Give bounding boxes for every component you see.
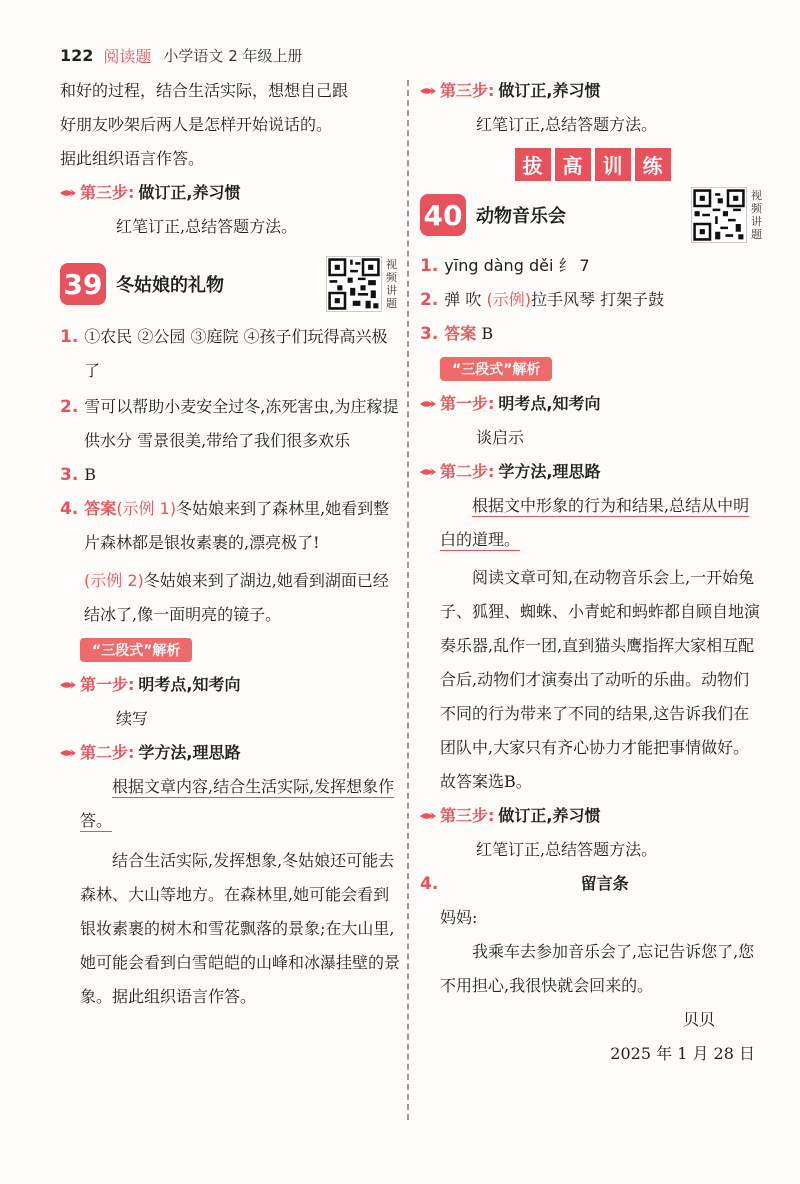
step-2-method: 根据文中形象的行为和结果,总结从中明白的道理。 <box>440 496 750 549</box>
analysis-badge: “三段式”解析 <box>80 638 192 662</box>
note-date: 2025 年 1 月 28 日 <box>610 1044 755 1063</box>
column-divider <box>407 80 409 1120</box>
section-40-header <box>420 189 765 241</box>
step-3-body: 红笔订正,总结答题方法。 <box>116 217 298 236</box>
note-signature: 贝贝 <box>682 1010 715 1029</box>
qr-label: 视频讲题 <box>386 258 397 310</box>
analysis-badge-wrap <box>420 351 765 387</box>
question-4: 4. 留言条 <box>420 867 765 901</box>
step-3-body: 红笔订正,总结答题方法。 <box>476 115 658 134</box>
arrow-icon <box>60 679 76 691</box>
analysis-badge-wrap <box>60 632 400 668</box>
right-column <box>420 74 765 1071</box>
qr-code-icon[interactable] <box>326 256 382 312</box>
question-1: 1. yīng dàng děi 纟 7 <box>420 256 590 276</box>
section-39-header <box>60 258 400 310</box>
arrow-icon <box>420 466 436 478</box>
step-3b-body: 红笔订正,总结答题方法。 <box>476 840 658 859</box>
question-3: 3. B <box>60 465 97 485</box>
note-body: 我乘车去参加音乐会了,忘记告诉您了,您不用担心,我很快就会回来的。 <box>440 942 755 995</box>
question-1: 1. ①农民 ②公园 ③庭院 ④孩子们玩得高兴极了 <box>60 327 388 380</box>
intro-line: 据此组织语言作答。 <box>60 149 205 168</box>
note-title: 留言条 <box>580 874 629 893</box>
step-2-heading: 第二步: 学方法,理思路 <box>420 455 765 489</box>
qr-block[interactable] <box>691 187 765 243</box>
question-2: 2. 雪可以帮助小麦安全过冬,冻死害虫,为庄稼提供水分 雪景很美,带给了我们很多欢乐 <box>60 397 399 450</box>
arrow-icon <box>420 398 436 410</box>
arrow-icon <box>60 747 76 759</box>
left-column <box>60 74 400 1014</box>
question-4-example-2: (示例 2)冬姑娘来到了湖边,她看到湖面已经结冰了,像一面明亮的镜子。 <box>84 571 389 624</box>
section-tag: 阅读题 <box>103 46 152 66</box>
arrow-icon <box>420 810 436 822</box>
qr-label: 视频讲题 <box>751 189 762 241</box>
step-2-heading: 第二步: 学方法,理思路 <box>60 736 400 770</box>
question-4: 4. 答案(示例 1)冬姑娘来到了森林里,她看到整片森林都是银妆素裹的,漂亮极了! <box>60 499 390 552</box>
step-2-analysis: 结合生活实际,发挥想象,冬姑娘还可能去森林、大山等地方。在森林里,她可能会看到银妆素裹的树木和雪花飘落的景象;在大山里,她可能会看到白雪皑皑的山峰和冰瀑挂壁的景象。据此组织语言作答。 <box>80 851 401 1006</box>
question-2: 2. 弹 吹 (示例)拉手风琴 打架子鼓 <box>420 290 665 310</box>
step-1-heading: 第一步: 明考点,知考向 <box>420 387 765 421</box>
section-title: 冬姑娘的礼物 <box>116 275 224 296</box>
intro-line: 和好的过程，结合生活实际，想想自己跟 <box>60 81 349 100</box>
qr-block[interactable] <box>326 256 400 312</box>
section-number: 40 <box>420 194 466 236</box>
qr-code-icon[interactable] <box>691 187 747 243</box>
analysis-badge: “三段式”解析 <box>440 357 552 381</box>
step-2-method: 根据文章内容,结合生活实际,发挥想象作答。 <box>80 777 395 830</box>
arrow-icon <box>420 85 436 97</box>
book-title: 小学语文 2 年级上册 <box>163 46 303 65</box>
intro-line: 好朋友吵架后两人是怎样开始说话的。 <box>60 115 333 134</box>
arrow-icon <box>60 187 76 199</box>
step-3b-heading: 第三步: 做订正,养习惯 <box>420 799 765 833</box>
page-header <box>60 40 303 70</box>
step-3-heading: 第三步: 做订正,养习惯 <box>420 74 765 108</box>
step-1-body: 续写 <box>116 709 149 728</box>
section-title: 动物音乐会 <box>476 206 566 227</box>
note-greeting: 妈妈: <box>440 908 478 927</box>
step-3-heading: 第三步: 做订正,养习惯 <box>60 176 400 210</box>
question-3: 3. 答案 B <box>420 324 494 344</box>
section-number: 39 <box>60 263 106 305</box>
step-1-body: 谈启示 <box>476 428 525 447</box>
step-1-heading: 第一步: 明考点,知考向 <box>60 668 400 702</box>
page-number: 122 <box>60 45 94 65</box>
step-2-analysis: 阅读文章可知,在动物音乐会上,一开始兔子、狐狸、蜘蛛、小青蛇和蚂蚱都自顾自地演奏乐器,乱作一团,直到猫头鹰指挥大家相互配合后,动物们才演奏出了动听的乐曲。动物们不同的行为带来了不同的结果,这告诉我们在团队中,大家只有齐心协力才能把事情做好。故答案选B。 <box>440 568 761 791</box>
advanced-training-banner: 拔 高 训 练 <box>420 148 765 181</box>
